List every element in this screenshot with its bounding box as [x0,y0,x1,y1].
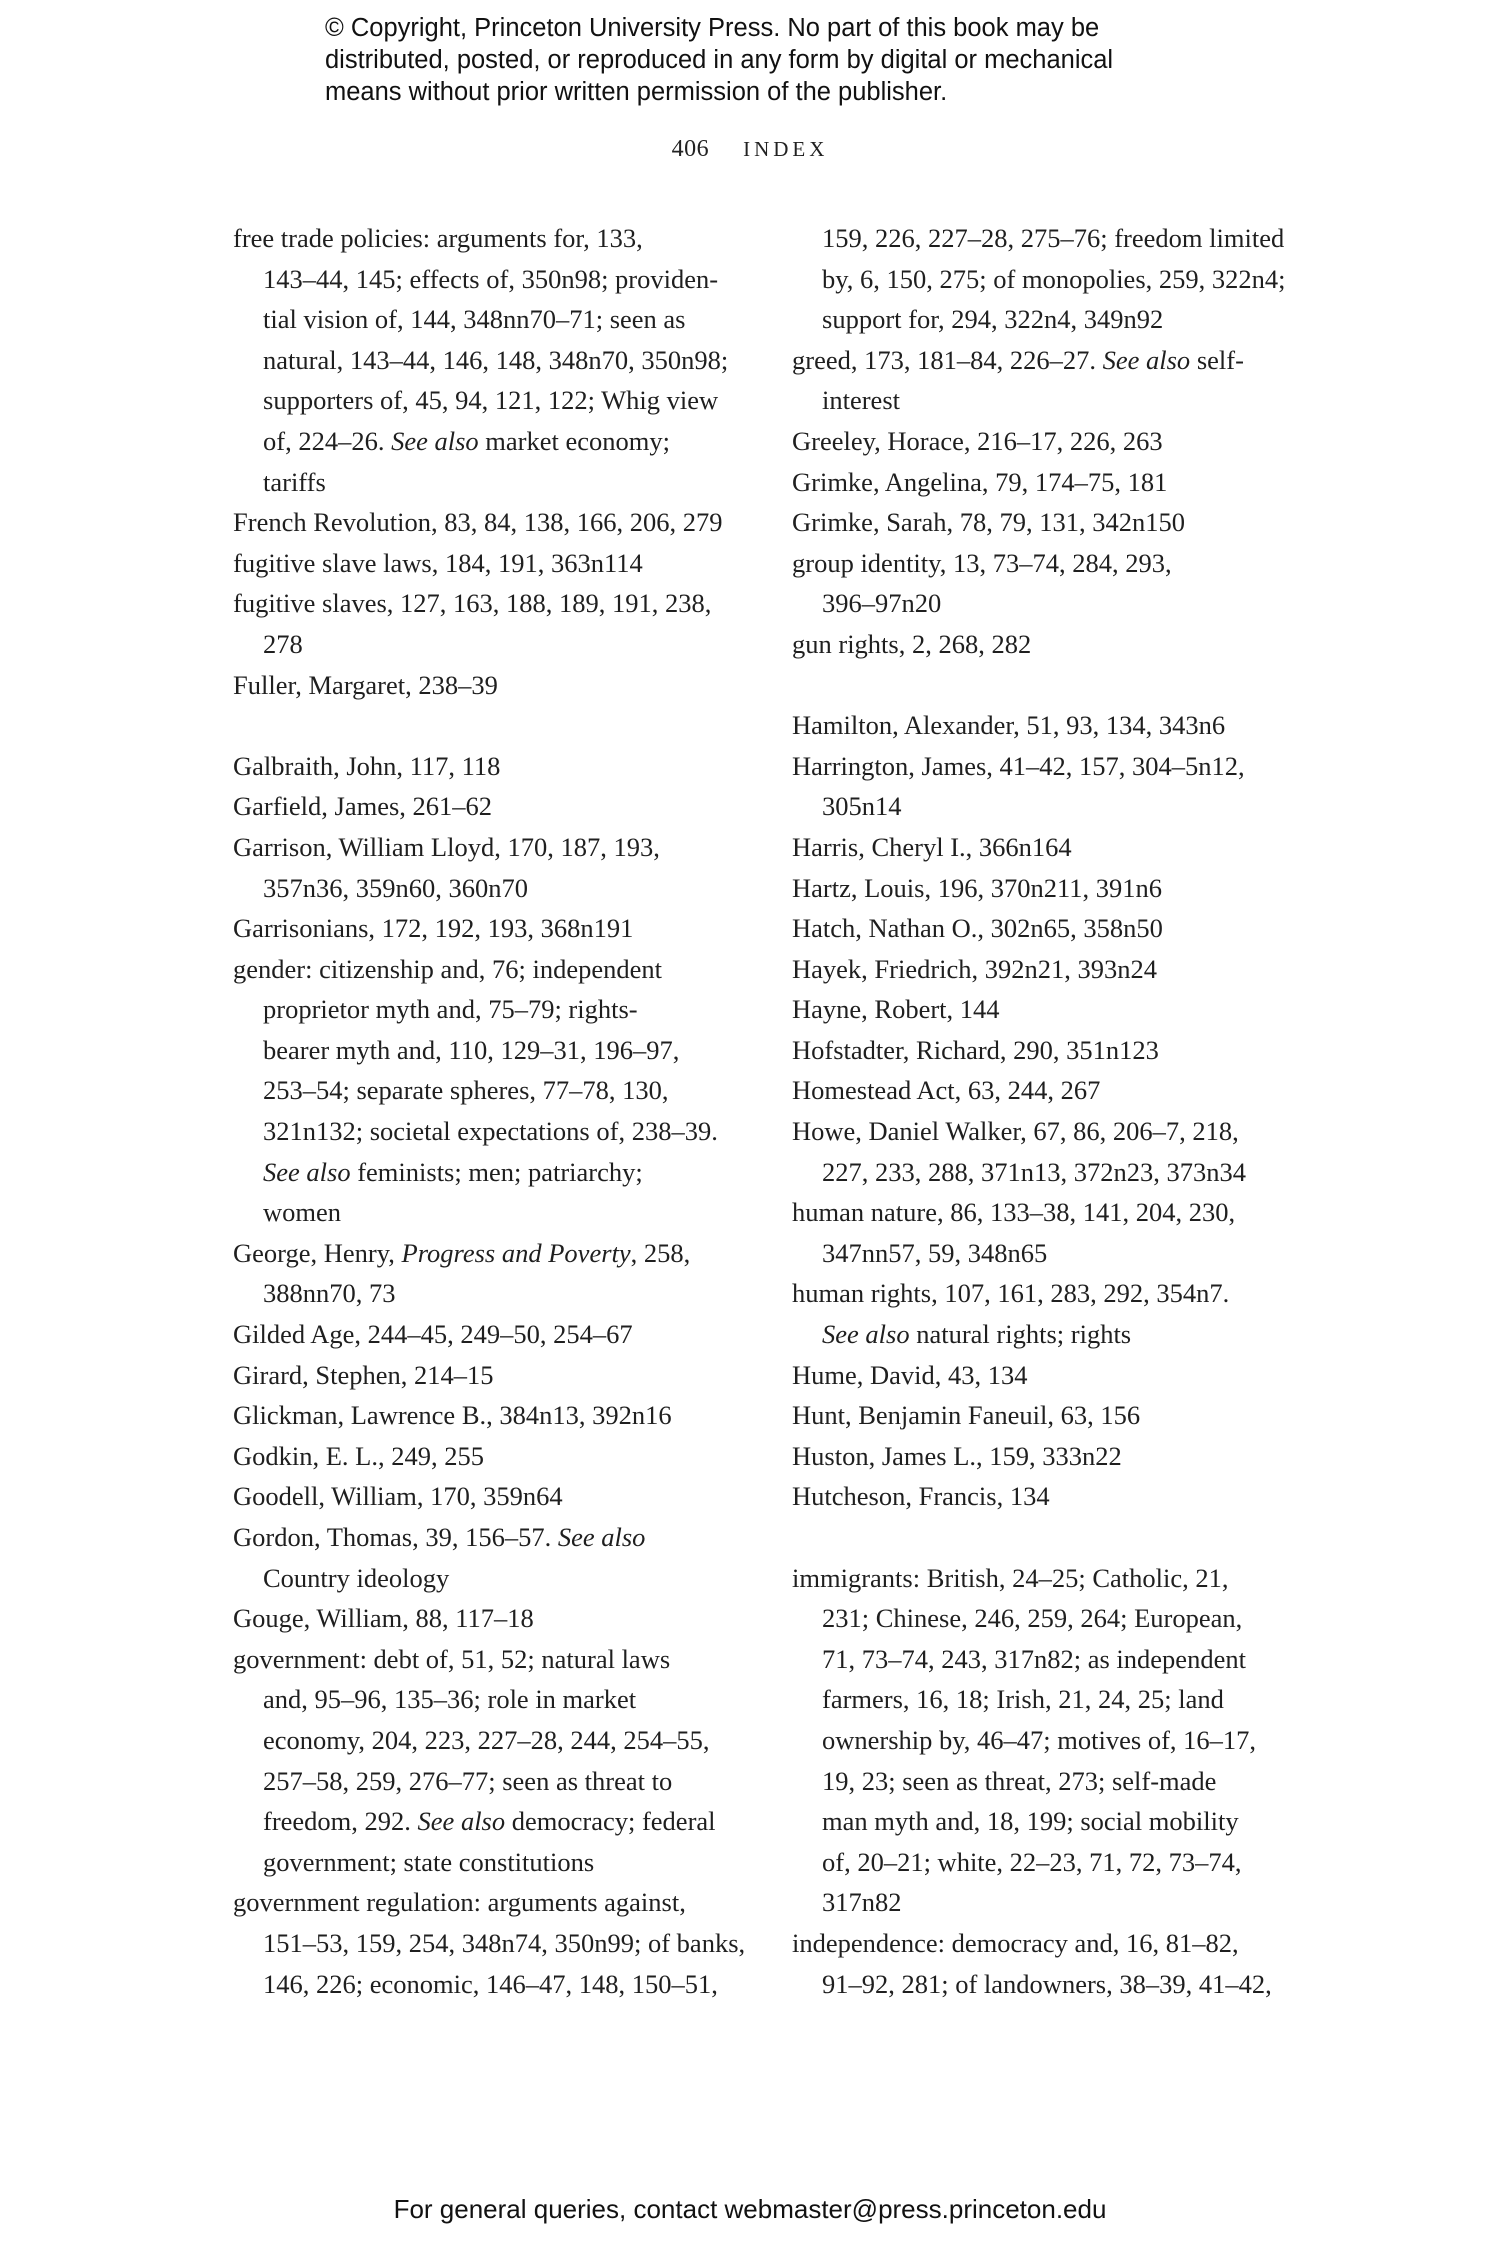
index-entry-continuation: 317n82 [822,1887,902,1918]
index-entry-continuation: government; state constitutions [263,1846,595,1877]
index-entry: Grimke, Sarah, 78, 79, 131, 342n150 [792,507,1186,538]
index-entry: government: debt of, 51, 52; natural laws [233,1643,671,1674]
index-entry-continuation: tariffs [263,466,326,497]
index-entry-continuation: 257–58, 259, 276–77; seen as threat to [263,1765,673,1796]
index-entry-continuation: supporters of, 45, 94, 121, 122; Whig view [263,385,719,416]
copyright-line: © Copyright, Princeton University Press. No part of this book may be [325,14,1100,42]
running-head [0,136,1500,163]
index-entry: Grimke, Angelina, 79, 174–75, 181 [792,466,1168,497]
copyright-line: means without prior written permission of the publisher. [325,78,948,106]
index-entry-continuation [233,1801,753,1842]
index-entry: Hutcheson, Francis, 134 [792,1481,1050,1512]
index-entry-continuation: 253–54; separate spheres, 77–78, 130, [263,1075,669,1106]
index-entry-continuation: interest [822,385,900,416]
index-entry-continuation: 91–92, 281; of landowners, 38–39, 41–42, [822,1968,1272,1999]
index-entry-continuation: tial vision of, 144, 348nn70–71; seen as [263,304,686,335]
index-entry-continuation: 143–44, 145; effects of, 350n98; providen- [263,263,719,294]
index-column-left [233,218,753,2004]
index-entry-continuation: Country ideology [263,1562,450,1593]
entry-text: greed, 173, 181–84, 226–27. [792,344,1103,375]
index-entry: French Revolution, 83, 84, 138, 166, 206, 279 [233,507,723,538]
index-entry: immigrants: British, 24–25; Catholic, 21, [792,1562,1229,1593]
entry-text: of, 224–26. [263,425,392,456]
index-entry-continuation: ownership by, 46–47; motives of, 16–17, [822,1724,1257,1755]
index-entry: Homestead Act, 63, 244, 267 [792,1075,1101,1106]
index-entry-continuation: of, 20–21; white, 22–23, 71, 72, 73–74, [822,1846,1242,1877]
entry-text: , 258, [630,1237,691,1268]
see-also-italic: See also [557,1522,646,1552]
index-entry-continuation: women [263,1197,342,1228]
index-entry: human rights, 107, 161, 283, 292, 354n7. [792,1278,1230,1309]
page-number: 406 [671,136,710,162]
index-entry: gun rights, 2, 268, 282 [792,628,1032,659]
index-entry-continuation: 347nn57, 59, 348n65 [822,1237,1048,1268]
index-entry: fugitive slaves, 127, 163, 188, 189, 191, 238, [233,588,712,619]
index-entry-continuation: economy, 204, 223, 227–28, 244, 254–55, [263,1724,710,1755]
entry-text: self- [1190,344,1244,375]
index-entry-continuation: and, 95–96, 135–36; role in market [263,1684,637,1715]
index-entry-continuation: 71, 73–74, 243, 317n82; as independent [822,1643,1246,1674]
index-entry: Hume, David, 43, 134 [792,1359,1028,1390]
index-entry-continuation: proprietor myth and, 75–79; rights- [263,994,638,1025]
index-entry: human nature, 86, 133–38, 141, 204, 230, [792,1197,1236,1228]
index-entry: Hunt, Benjamin Faneuil, 63, 156 [792,1400,1141,1431]
index-entry-continuation: 159, 226, 227–28, 275–76; freedom limited [822,223,1285,253]
index-entry: Hartz, Louis, 196, 370n211, 391n6 [792,872,1162,903]
entry-text: Gordon, Thomas, 39, 156–57. [233,1522,558,1552]
index-entry: Godkin, E. L., 249, 255 [233,1440,484,1471]
index-entry: Harrington, James, 41–42, 157, 304–5n12, [792,750,1245,781]
see-also-italic: See also [391,425,479,456]
index-entry: Howe, Daniel Walker, 67, 86, 206–7, 218, [792,1116,1239,1147]
section-spacer [792,665,1312,706]
index-entry [233,1517,753,1558]
index-entry-continuation [233,421,753,462]
see-also-italic: Progress and Poverty [401,1237,631,1268]
index-entry: Fuller, Margaret, 238–39 [233,669,498,700]
index-entry-continuation: 227, 233, 288, 371n13, 372n23, 373n34 [822,1156,1246,1187]
index-entry: Garfield, James, 261–62 [233,791,493,822]
index-entry: Girard, Stephen, 214–15 [233,1359,494,1390]
index-entry: gender: citizenship and, 76; independent [233,953,663,984]
see-also-italic: See also [1102,344,1191,375]
index-entry: group identity, 13, 73–74, 284, 293, [792,547,1172,578]
footer-contact: For general queries, contact webmaster@press.princeton.edu [393,2194,1107,2224]
index-entry [792,340,1312,381]
entry-text: democracy; federal [505,1806,716,1837]
entry-text: freedom, 292. [263,1806,418,1837]
index-entry-continuation: 357n36, 359n60, 360n70 [263,872,528,903]
entry-text: feminists; men; patriarchy; [350,1156,643,1187]
index-entry-continuation: 231; Chinese, 246, 259, 264; European, [822,1603,1243,1634]
index-entry: Hayek, Friedrich, 392n21, 393n24 [792,953,1158,984]
index-entry: Harris, Cheryl I., 366n164 [792,831,1072,862]
index-entry-continuation: 278 [263,628,303,659]
see-also-italic: See also [822,1319,910,1350]
copyright-line: distributed, posted, or reproduced in any form by digital or mechanical [325,46,1114,74]
index-entry: Garrison, William Lloyd, 170, 187, 193, [233,831,660,862]
copyright-notice [325,12,1225,108]
index-entry-continuation: by, 6, 150, 275; of monopolies, 259, 322n4; [822,263,1286,294]
index-entry-continuation: 396–97n20 [822,588,942,619]
index-entry [233,1233,753,1274]
section-spacer [792,1517,1312,1558]
index-entry-continuation: farmers, 16, 18; Irish, 21, 24, 25; land [822,1684,1224,1715]
index-entry: fugitive slave laws, 184, 191, 363n114 [233,547,643,578]
index-entry-continuation [233,1152,753,1193]
index-entry: Glickman, Lawrence B., 384n13, 392n16 [233,1400,672,1431]
index-entry: Goodell, William, 170, 359n64 [233,1481,563,1512]
index-entry: Galbraith, John, 117, 118 [233,750,501,781]
page-title: INDEX [743,137,829,161]
index-entry: Hayne, Robert, 144 [792,994,1000,1025]
index-entry: free trade policies: arguments for, 133, [233,223,643,253]
index-entry-continuation: 305n14 [822,791,902,822]
index-entry-continuation: 321n132; societal expectations of, 238–39. [263,1116,718,1147]
index-entry-continuation: bearer myth and, 110, 129–31, 196–97, [263,1034,680,1065]
index-entry: Greeley, Horace, 216–17, 226, 263 [792,425,1163,456]
see-also-italic: See also [263,1156,351,1187]
index-entry: Hofstadter, Richard, 290, 351n123 [792,1034,1159,1065]
entry-text: George, Henry, [233,1237,402,1268]
index-column-right [792,218,1312,2004]
index-entry: Garrisonians, 172, 192, 193, 368n191 [233,913,634,944]
entry-text: natural rights; rights [909,1319,1132,1350]
entry-text: market economy; [478,425,670,456]
index-entry: Hamilton, Alexander, 51, 93, 134, 343n6 [792,710,1226,741]
see-also-italic: See also [417,1806,506,1837]
index-entry-continuation: 151–53, 159, 254, 348n74, 350n99; of banks, [263,1927,746,1958]
index-entry: Gouge, William, 88, 117–18 [233,1603,534,1634]
index-entry: Gilded Age, 244–45, 249–50, 254–67 [233,1319,633,1350]
index-entry: independence: democracy and, 16, 81–82, [792,1927,1239,1958]
index-entry: Hatch, Nathan O., 302n65, 358n50 [792,913,1163,944]
index-entry: Huston, James L., 159, 333n22 [792,1440,1122,1471]
index-entry-continuation: 146, 226; economic, 146–47, 148, 150–51, [263,1968,718,1999]
index-entry-continuation: support for, 294, 322n4, 349n92 [822,304,1164,335]
index-entry-continuation: 19, 23; seen as threat, 273; self-made [822,1765,1217,1796]
index-entry: government regulation: arguments against, [233,1887,686,1918]
index-entry-continuation: 388nn70, 73 [263,1278,396,1309]
section-spacer [233,705,753,746]
index-entry-continuation: man myth and, 18, 199; social mobility [822,1806,1239,1837]
index-entry-continuation [792,1314,1312,1355]
index-entry-continuation: natural, 143–44, 146, 148, 348n70, 350n98; [263,344,729,375]
